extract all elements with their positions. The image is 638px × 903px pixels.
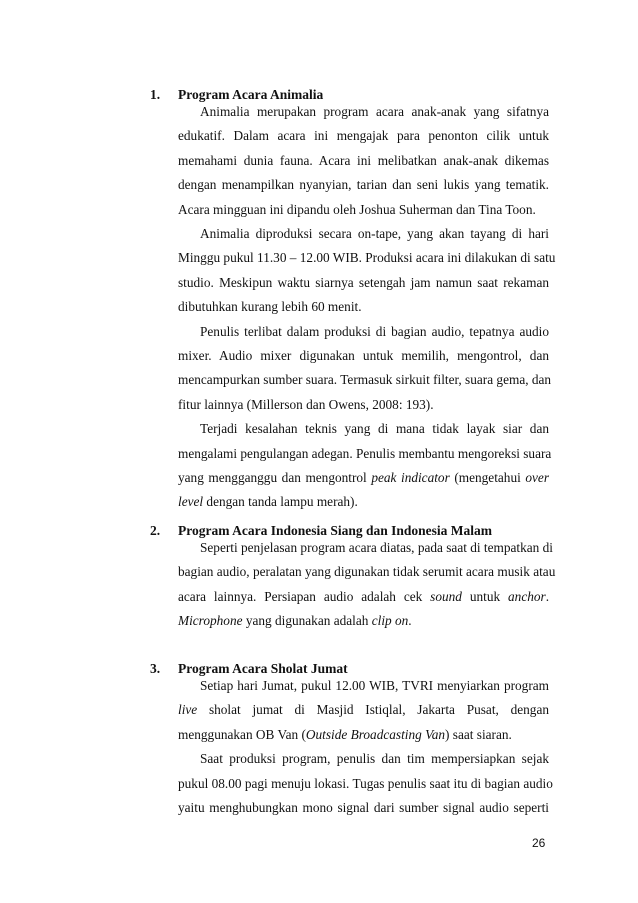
paragraph-line: live sholat jumat di Masjid Istiqlal, Jakarta Pusat, dengan xyxy=(178,702,549,718)
paragraph-line: Seperti penjelasan program acara diatas, pada saat di tempatkan di xyxy=(200,540,553,555)
paragraph-line: Penulis terlibat dalam produksi di bagian audio, tepatnya audio xyxy=(200,323,549,339)
paragraph-line: pukul 08.00 pagi menuju lokasi. Tugas penulis saat itu di bagian audio xyxy=(178,775,553,791)
paragraph-line: Terjadi kesalahan teknis yang di mana tidak layak siar dan xyxy=(200,421,549,437)
paragraph-line: yang mengganggu dan mengontrol peak indicator (mengetahui over xyxy=(178,470,550,485)
paragraph-line: Acara mingguan ini dipandu oleh Joshua Suherman dan Tina Toon. xyxy=(178,201,536,217)
paragraph-line: bagian audio, peralatan yang digunakan tidak serumit acara musik atau xyxy=(178,564,556,580)
section-heading xyxy=(150,661,348,677)
paragraph-line: Animalia diproduksi secara on-tape, yang akan tayang di hari xyxy=(200,226,549,241)
paragraph-line: Microphone yang digunakan adalah clip on. xyxy=(178,613,412,629)
paragraph-line: dibutuhkan kurang lebih 60 menit. xyxy=(178,299,362,315)
paragraph-line: level dengan tanda lampu merah). xyxy=(178,494,358,510)
section-heading xyxy=(150,523,492,539)
paragraph-line: Setiap hari Jumat, pukul 12.00 WIB, TVRI menyiarkan program xyxy=(200,678,549,693)
section-title: Program Acara Sholat Jumat xyxy=(178,661,348,676)
paragraph-line: dengan menampilkan nyanyian, tarian dan seni lukis yang tematik. xyxy=(178,177,549,193)
paragraph-line: Minggu pukul 11.30 – 12.00 WIB. Produksi acara ini dilakukan di satu xyxy=(178,250,556,266)
section-title: Program Acara Animalia xyxy=(178,87,324,102)
paragraph-line: Saat produksi program, penulis dan tim mempersiapkan sejak xyxy=(200,751,549,767)
page-number: 26 xyxy=(532,836,546,850)
paragraph-line: acara lainnya. Persiapan audio adalah cek sound untuk anchor. xyxy=(178,588,550,604)
paragraph-line: edukatif. Dalam acara ini mengajak para penonton cilik untuk xyxy=(178,128,549,144)
paragraph-line: yaitu menghubungkan mono signal dari sumber signal audio seperti xyxy=(178,800,549,815)
paragraph-line: memahami dunia fauna. Acara ini melibatkan anak-anak dikemas xyxy=(178,152,549,168)
paragraph-line: studio. Meskipun waktu siarnya setengah jam namun saat rekaman xyxy=(178,274,549,290)
paragraph-line: mengalami pengulangan adegan. Penulis membantu mengoreksi suara xyxy=(178,445,552,461)
paragraph-line: mixer. Audio mixer digunakan untuk memilih, mengontrol, dan xyxy=(178,348,549,363)
section-number: 3. xyxy=(150,661,161,676)
paragraph-line: mencampurkan sumber suara. Termasuk sirkuit filter, suara gema, dan xyxy=(178,372,552,388)
paragraph-line: menggunakan OB Van (Outside Broadcasting Van) saat siaran. xyxy=(178,726,512,742)
section-heading xyxy=(150,87,323,103)
paragraph-line: fitur lainnya (Millerson dan Owens, 2008: 193). xyxy=(178,396,434,412)
section-number: 1. xyxy=(150,87,161,102)
section-title: Program Acara Indonesia Siang dan Indonesia Malam xyxy=(178,523,493,538)
paragraph-line: Animalia merupakan program acara anak-anak yang sifatnya xyxy=(200,104,549,119)
section-number: 2. xyxy=(150,523,161,538)
